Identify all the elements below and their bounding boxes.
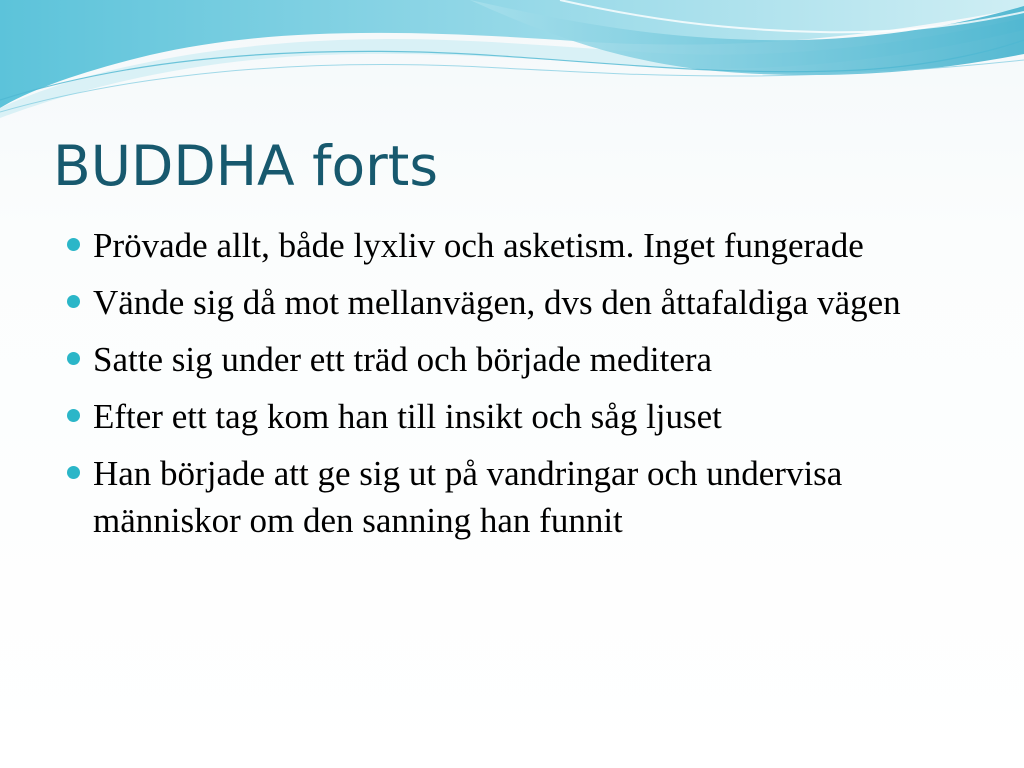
bullet-text: Efter ett tag kom han till insikt och såg ljuset bbox=[93, 397, 722, 436]
bullet-item bbox=[93, 222, 973, 269]
bullet-list bbox=[93, 222, 973, 554]
bullet-text: Prövade allt, både lyxliv och asketism. Inget fungerade bbox=[93, 226, 864, 265]
bullet-dot-icon bbox=[67, 352, 80, 365]
bullet-item bbox=[93, 336, 973, 383]
bullet-text: Vände sig då mot mellanvägen, dvs den åttafaldiga vägen bbox=[93, 283, 901, 322]
bullet-dot-icon bbox=[67, 238, 80, 251]
slide-title: BUDDHA forts bbox=[53, 134, 438, 198]
bullet-item bbox=[93, 450, 973, 544]
header-wave-decoration bbox=[0, 0, 1024, 130]
bullet-dot-icon bbox=[67, 295, 80, 308]
bullet-item bbox=[93, 279, 973, 326]
bullet-dot-icon bbox=[67, 409, 80, 422]
bullet-text: Han började att ge sig ut på vandringar och undervisa människor om den sanning han funnit bbox=[93, 454, 843, 540]
bullet-dot-icon bbox=[67, 466, 80, 479]
bullet-text: Satte sig under ett träd och började meditera bbox=[93, 340, 713, 379]
bullet-item bbox=[93, 393, 973, 440]
